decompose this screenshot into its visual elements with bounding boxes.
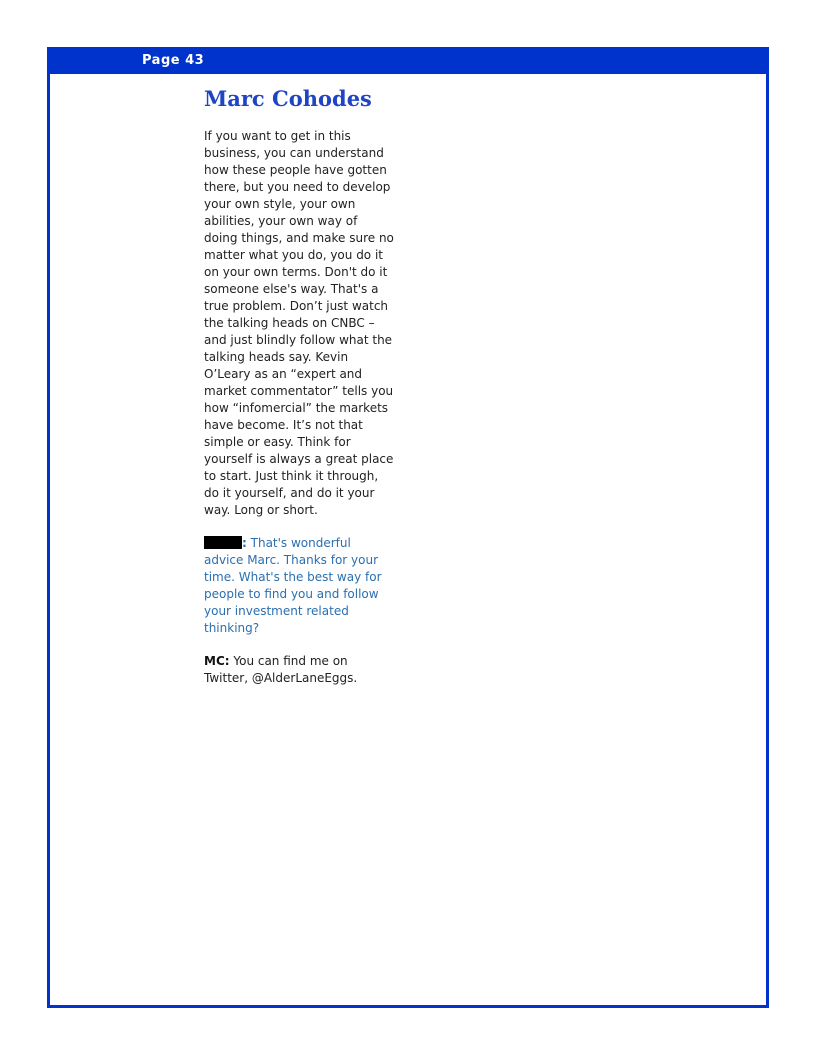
answer-speaker-label: MC: xyxy=(204,654,230,668)
answer-paragraph: If you want to get in this business, you can understand how these people have gotten there, but you need to develop your own style, your own abilities, your own way of doing things, and make sure no matter what you do, you do it on your own terms. Don't do it someone else's way. That's a true problem. Don’t just watch the talking heads on CNBC – and just blindly follow what the talking heads say. Kevin O’Leary as an “expert and market commentator” tells you how “infomercial” the markets have become. It’s not that simple or easy. Think for yourself is always a great place to start. Just think it through, do it yourself, and do it your way. Long or short. xyxy=(204,129,394,517)
article-content xyxy=(204,86,394,687)
redacted-name-block xyxy=(204,536,242,549)
page-frame xyxy=(47,47,769,1008)
article-title: Marc Cohodes xyxy=(204,86,372,111)
interviewee-answer xyxy=(204,653,394,687)
question-speaker-colon: : xyxy=(242,536,247,550)
page-number-label: Page 43 xyxy=(142,53,205,68)
interviewer-question xyxy=(204,535,394,637)
page-header-bar xyxy=(50,50,766,74)
answer-text: You can find me on Twitter, @AlderLaneEggs. xyxy=(204,654,358,685)
question-text: That's wonderful advice Marc. Thanks for your time. What's the best way for people to find you and follow your investment related thinking? xyxy=(204,536,382,635)
